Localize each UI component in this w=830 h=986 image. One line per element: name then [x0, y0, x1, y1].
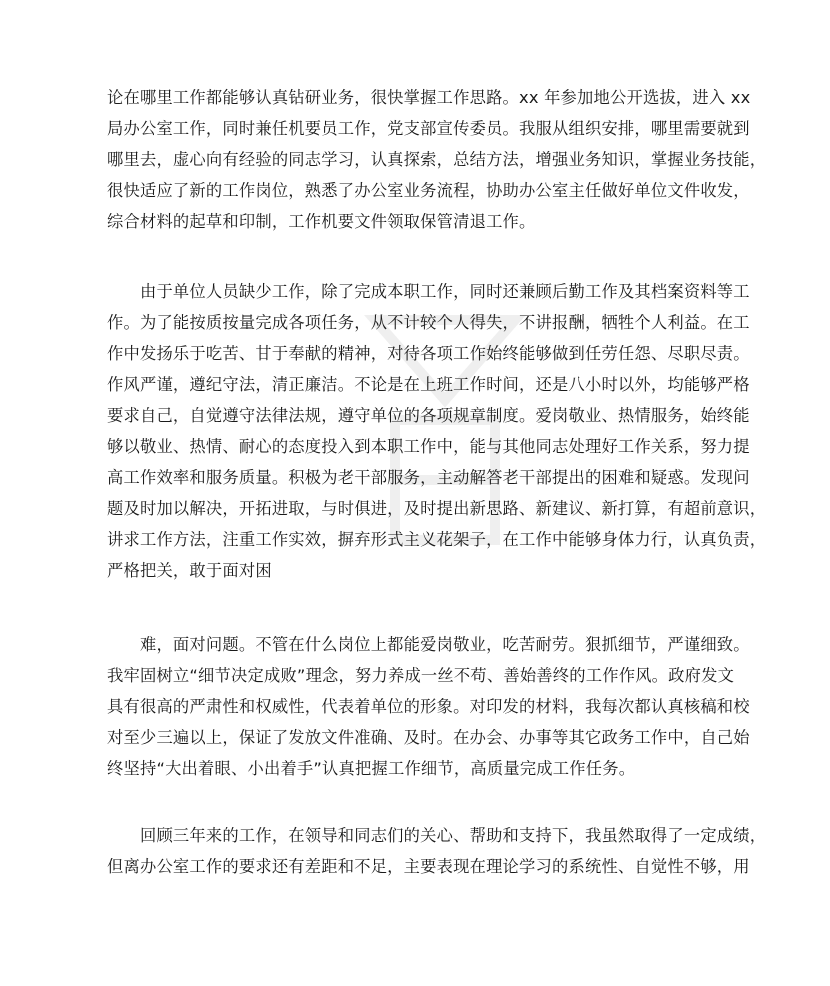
- paragraph-line: 综合材料的起草和印制，工作机要文件领取保管清退工作。: [107, 212, 536, 231]
- paragraph-3: [107, 629, 750, 784]
- paragraph-4: [107, 820, 767, 882]
- paragraph-line: 局办公室工作，同时兼任机要员工作，党支部宣传委员。我服从组织安排，哪里需要就到: [107, 119, 750, 138]
- paragraph-line: 作中发扬乐于吃苦、甘于奉献的精神，对待各项工作始终能够做到任劳任怨、尽职尽责。: [107, 344, 750, 363]
- paragraph-line: 作风严谨，遵纪守法，清正廉洁。不论是在上班工作时间，还是八小时以外，均能够严格: [107, 375, 750, 394]
- paragraph-line: 题及时加以解决，开拓进取，与时俱进，及时提出新思路、新建议、新打算，有超前意识，: [107, 499, 767, 518]
- paragraph-line: 终坚持“大出着眼、小出着手”认真把握工作细节，高质量完成工作任务。: [107, 759, 636, 778]
- paragraph-2: [107, 276, 767, 586]
- paragraph-line: 作。为了能按质按量完成各项任务，从不计较个人得失，不讲报酬，牺牲个人利益。在工: [107, 313, 750, 332]
- paragraph-line: 难，面对问题。不管在什么岗位上都能爱岗敬业，吃苦耐劳。狠抓细节，严谨细致。: [107, 635, 750, 654]
- paragraph-line: 对至少三遍以上，保证了发放文件准确、及时。在办会、办事等其它政务工作中，自己始: [107, 728, 750, 747]
- paragraph-line: 具有很高的严肃性和权威性，代表着单位的形象。对印发的材料，我每次都认真核稿和校: [107, 697, 750, 716]
- paragraph-line: 讲求工作方法，注重工作实效，摒弃形式主义花架子，在工作中能够身体力行，认真负责，: [107, 530, 767, 549]
- paragraph-line: 严格把关，敢于面对困: [107, 561, 272, 580]
- paragraph-line: 但离办公室工作的要求还有差距和不足，主要表现在理论学习的系统性、自觉性不够，用: [107, 857, 750, 876]
- paragraph-line: 回顾三年来的工作，在领导和同志们的关心、帮助和支持下，我虽然取得了一定成绩，: [107, 826, 767, 845]
- paragraph-line: 高工作效率和服务质量。积极为老干部服务，主动解答老干部提出的困难和疑惑。发现问: [107, 468, 750, 487]
- paragraph-line: 我牢固树立“细节决定成败”理念，努力养成一丝不苟、善始善终的工作作风。政府发文: [107, 666, 735, 685]
- paragraph-1: [107, 82, 767, 237]
- paragraph-line: 要求自己，自觉遵守法律法规，遵守单位的各项规章制度。爱岗敬业、热情服务，始终能: [107, 406, 750, 425]
- paragraph-line: 论在哪里工作都能够认真钻研业务，很快掌握工作思路。xx 年参加地公开选拔，进入 xx: [107, 88, 751, 107]
- paragraph-line: 由于单位人员缺少工作，除了完成本职工作，同时还兼顾后勤工作及其档案资料等工: [107, 282, 750, 301]
- paragraph-line: 哪里去，虚心向有经验的同志学习，认真探索，总结方法，增强业务知识，掌握业务技能，: [107, 150, 767, 169]
- paragraph-line: 很快适应了新的工作岗位，熟悉了办公室业务流程，协助办公室主任做好单位文件收发，: [107, 181, 750, 200]
- paragraph-line: 够以敬业、热情、耐心的态度投入到本职工作中，能与其他同志处理好工作关系，努力提: [107, 437, 750, 456]
